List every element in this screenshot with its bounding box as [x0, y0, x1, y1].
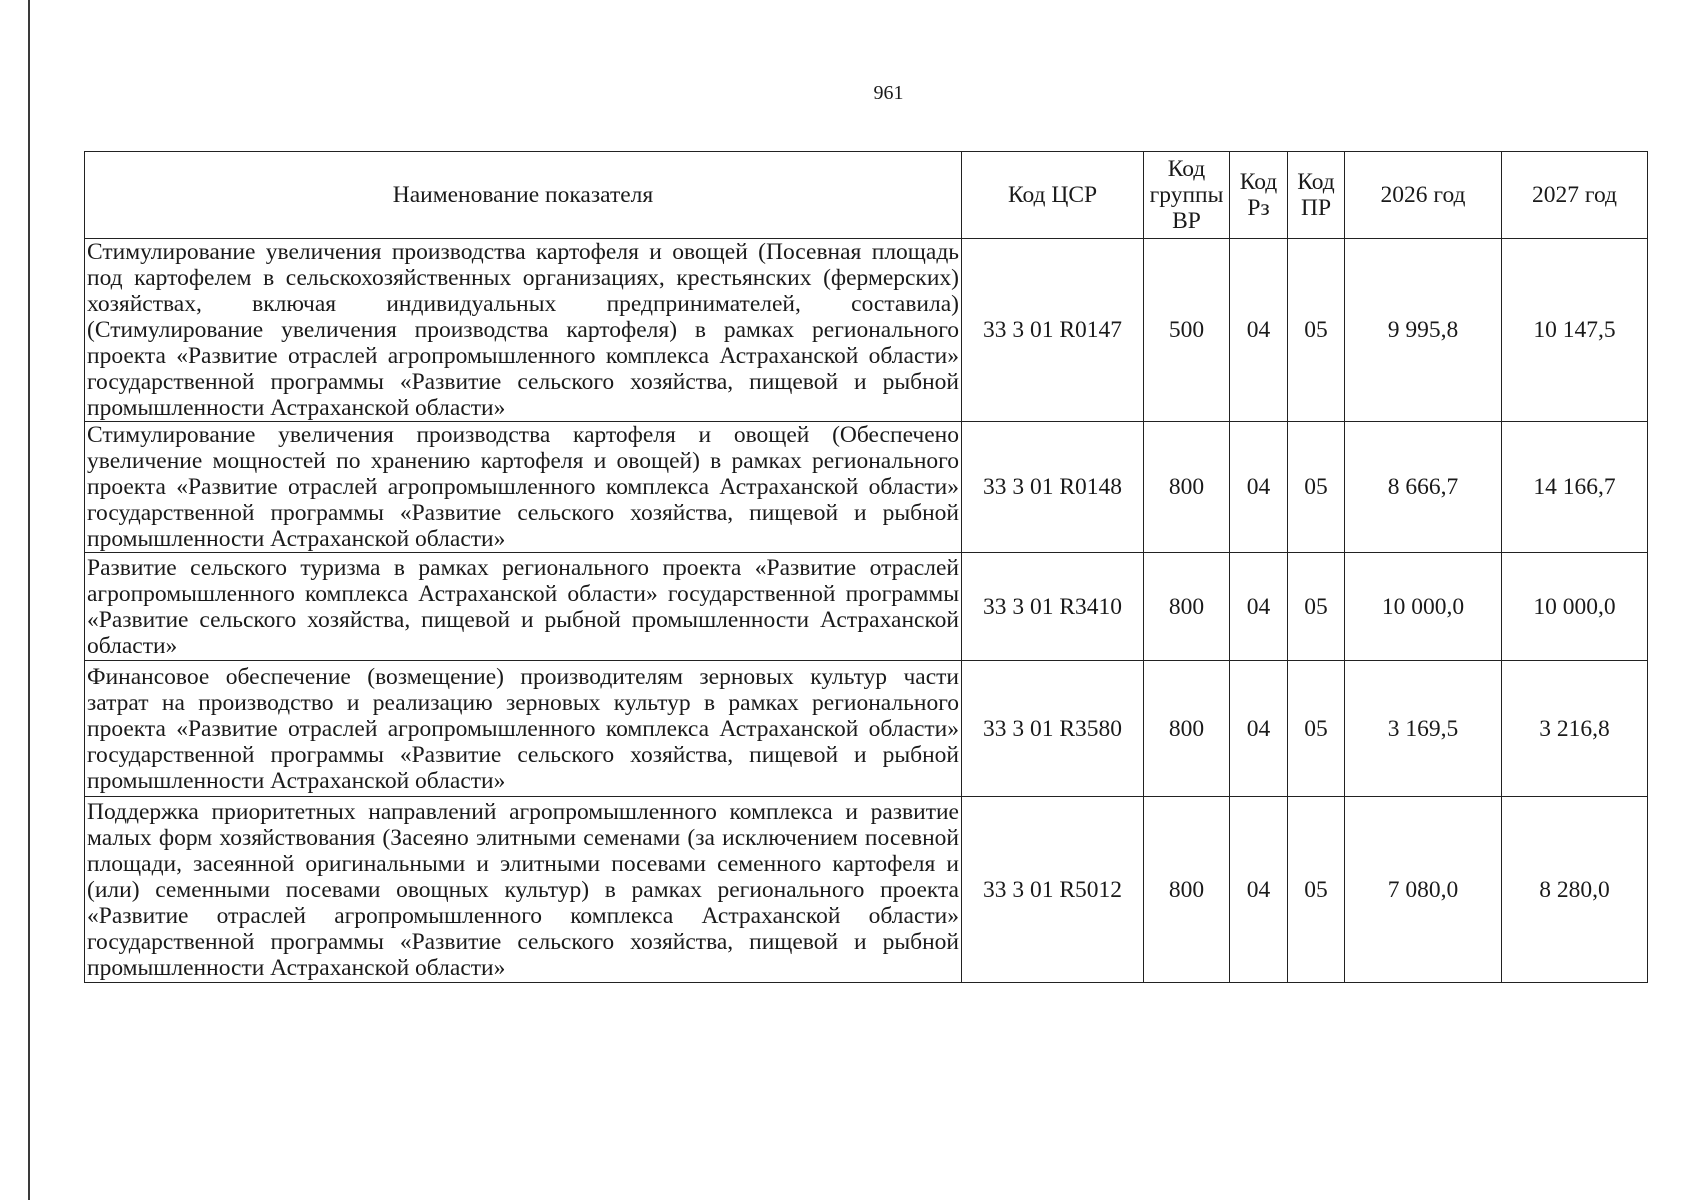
row-vr-code: 500	[1144, 239, 1230, 422]
budget-table	[84, 151, 1648, 983]
row-csr-code: 33 3 01 R5012	[962, 797, 1144, 983]
row-amount-2027: 3 216,8	[1502, 661, 1648, 797]
row-name: Стимулирование увеличения производства картофеля и овощей (Обеспечено увеличение мощностей по хранению картофеля и овощей) в рамках регионального проекта «Развитие отраслей агропромышленного комплекса Астраханской области» государственной программы «Развитие сельского хозяйства, пищевой и рыбной промышленности Астраханской области»	[85, 422, 962, 553]
table-row	[85, 239, 1648, 422]
row-vr-code: 800	[1144, 661, 1230, 797]
header-year-2027: 2027 год	[1502, 152, 1648, 239]
row-amount-2026: 3 169,5	[1345, 661, 1502, 797]
row-rz-code: 04	[1230, 553, 1288, 661]
row-vr-code: 800	[1144, 422, 1230, 553]
row-amount-2026: 8 666,7	[1345, 422, 1502, 553]
table-row	[85, 553, 1648, 661]
table-body	[85, 239, 1648, 983]
row-rz-code: 04	[1230, 661, 1288, 797]
row-vr-code: 800	[1144, 553, 1230, 661]
row-amount-2027: 14 166,7	[1502, 422, 1648, 553]
row-name: Финансовое обеспечение (возмещение) производителям зерновых культур части затрат на производство и реализацию зерновых культур в рамках регионального проекта «Развитие отраслей агропромышленного комплекса Астраханской области» государственной программы «Развитие сельского хозяйства, пищевой и рыбной промышленности Астраханской области»	[85, 661, 962, 797]
header-csr-code: Код ЦСР	[962, 152, 1144, 239]
table-row	[85, 661, 1648, 797]
table-header	[85, 152, 1648, 239]
header-vr-group-code: Код группы ВР	[1144, 152, 1230, 239]
row-pr-code: 05	[1288, 797, 1345, 983]
row-csr-code: 33 3 01 R0148	[962, 422, 1144, 553]
row-csr-code: 33 3 01 R3410	[962, 553, 1144, 661]
header-year-2026: 2026 год	[1345, 152, 1502, 239]
row-amount-2027: 10 000,0	[1502, 553, 1648, 661]
row-csr-code: 33 3 01 R0147	[962, 239, 1144, 422]
row-rz-code: 04	[1230, 797, 1288, 983]
row-name: Развитие сельского туризма в рамках регионального проекта «Развитие отраслей агропромышленного комплекса Астраханской области» государственной программы «Развитие сельского хозяйства, пищевой и рыбной промышленности Астраханской области»	[85, 553, 962, 661]
row-pr-code: 05	[1288, 661, 1345, 797]
row-name: Стимулирование увеличения производства картофеля и овощей (Посевная площадь под картофелем в сельскохозяйственных организациях, крестьянских (фермерских) хозяйствах, включая индивидуальных предпринимателей, составила) (Стимулирование увеличения производства картофеля) в рамках регионального проекта «Развитие отраслей агропромышленного комплекса Астраханской области» государственной программы «Развитие сельского хозяйства, пищевой и рыбной промышленности Астраханской области»	[85, 239, 962, 422]
header-name: Наименование показателя	[85, 152, 962, 239]
row-amount-2027: 8 280,0	[1502, 797, 1648, 983]
row-pr-code: 05	[1288, 553, 1345, 661]
row-vr-code: 800	[1144, 797, 1230, 983]
page-number: 961	[873, 82, 904, 104]
row-pr-code: 05	[1288, 422, 1345, 553]
row-amount-2027: 10 147,5	[1502, 239, 1648, 422]
row-rz-code: 04	[1230, 422, 1288, 553]
row-name: Поддержка приоритетных направлений агропромышленного комплекса и развитие малых форм хозяйствования (Засеяно элитными семенами (за исключением посевной площади, засеянной оригинальными и элитными посевами семенного картофеля и (или) семенными посевами овощных культур) в рамках регионального проекта «Развитие отраслей агропромышленного комплекса Астраханской области» государственной программы «Развитие сельского хозяйства, пищевой и рыбной промышленности Астраханской области»	[85, 797, 962, 983]
table-row	[85, 797, 1648, 983]
row-amount-2026: 7 080,0	[1345, 797, 1502, 983]
table-row	[85, 422, 1648, 553]
row-csr-code: 33 3 01 R3580	[962, 661, 1144, 797]
row-amount-2026: 9 995,8	[1345, 239, 1502, 422]
header-rz-code: Код Рз	[1230, 152, 1288, 239]
scan-edge-line	[28, 0, 30, 1200]
row-rz-code: 04	[1230, 239, 1288, 422]
row-pr-code: 05	[1288, 239, 1345, 422]
header-pr-code: Код ПР	[1288, 152, 1345, 239]
header-row	[85, 152, 1648, 239]
row-amount-2026: 10 000,0	[1345, 553, 1502, 661]
